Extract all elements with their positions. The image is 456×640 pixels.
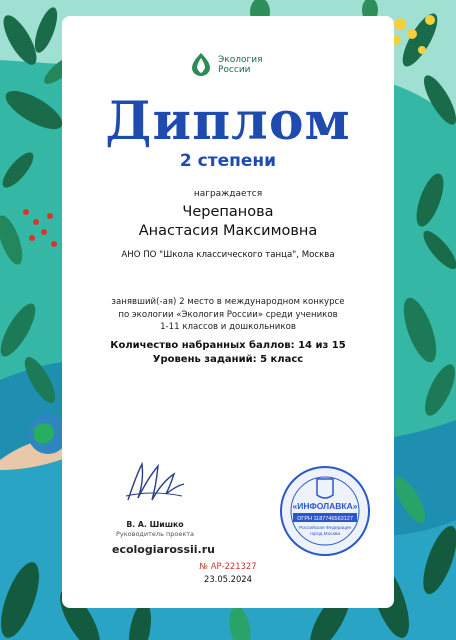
signer-role: Руководитель проекта [115, 530, 195, 538]
diploma-degree: 2 степени [179, 151, 277, 171]
diploma-title: Диплом [105, 91, 351, 152]
level-text: Уровень заданий: 5 класс [152, 354, 304, 365]
certificate-number: № АР-221327 [199, 561, 257, 571]
awarded-label: награждается [193, 189, 263, 199]
signer-name: В. А. Шишко [126, 520, 184, 529]
issue-date: 23.05.2024 [204, 574, 252, 584]
leaf-drop-icon [190, 52, 212, 76]
recipient-name: Черепанова Анастасия Максимовна [138, 204, 318, 239]
score-text: Количество набранных баллов: 14 из 15 [110, 340, 346, 351]
result-text: занявший(-ая) 2 место в международном конкурсе по экологии «Экология России» среди учеников 1-11 классов и дошкольников [111, 297, 345, 333]
website-link[interactable]: ecologiarossii.ru [112, 543, 215, 556]
stamp-ogrn: ОГРН 1187746563127 [297, 516, 353, 522]
stamp-country: Российская Федерация [298, 526, 352, 531]
logo-name: Экология России [218, 55, 263, 75]
organization: АНО ПО "Школа классического танца", Москва [121, 250, 335, 260]
stamp-name: «ИНФОЛАВКА» [292, 501, 358, 511]
signature [122, 456, 188, 508]
stamp-city: город Москва [309, 532, 341, 537]
official-stamp [279, 465, 371, 557]
